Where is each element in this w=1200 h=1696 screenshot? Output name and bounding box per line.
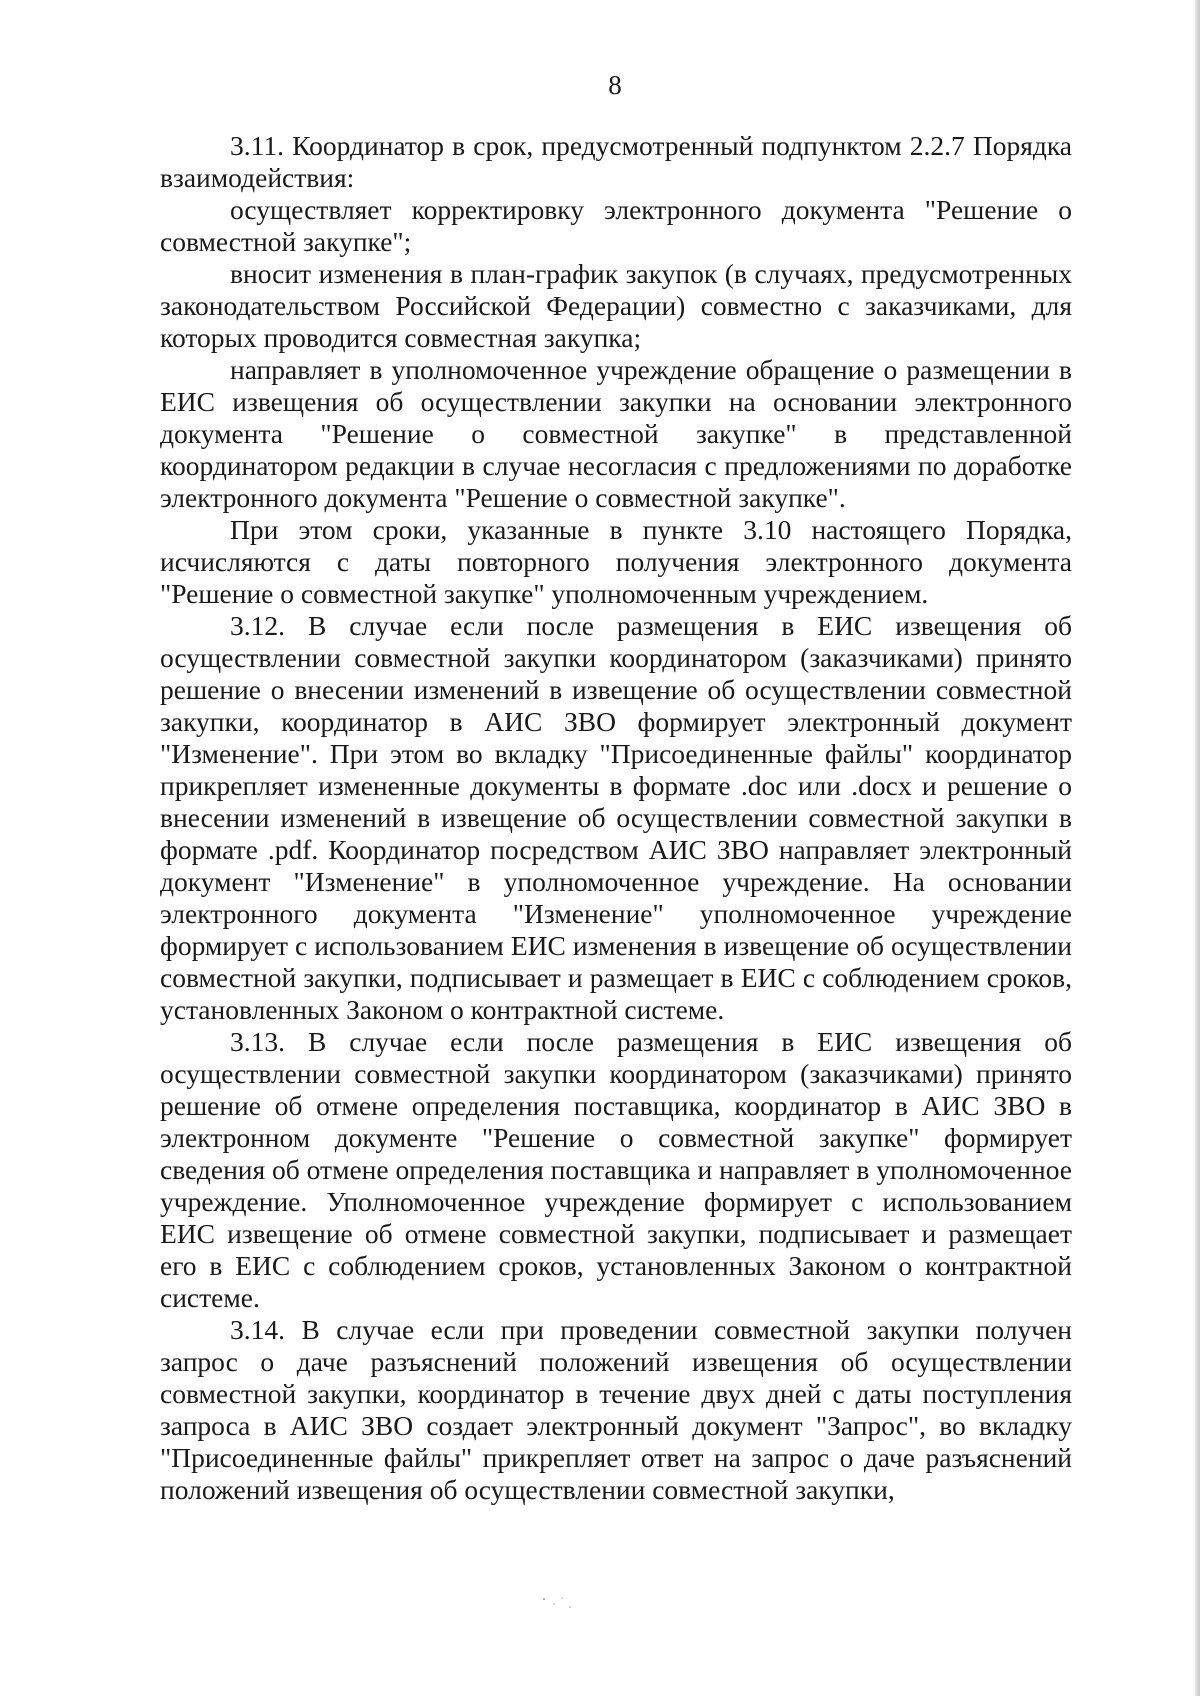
scan-specks [540,1595,580,1611]
page-number: 8 [608,70,622,100]
paragraph-3-14: 3.14. В случае если при проведении совместной закупки получен запрос о даче разъяснений положений извещения об осуществлении совместной закупки, координатор в течение двух дней с даты поступления запроса в АИС ЗВО создает электронный документ "Запрос", во вкладку "Присоединенные файлы" прикрепляет ответ на запрос о даче разъяснений положений извещения об осуществлении совместной закупки, [160,1314,1072,1505]
paragraph-request-placement: направляет в уполномоченное учреждение обращение о размещении в ЕИС извещения об осуществлении закупки на основании электронного документа "Решение о совместной закупке" в представленной координатором редакции в случае несогласия с предложениями по доработке электронного документа "Решение о совместной закупке". [160,354,1072,513]
paragraph-deadlines: При этом сроки, указанные в пункте 3.10 настоящего Порядка, исчисляются с даты повторного получения электронного документа "Решение о совместной закупке" уполномоченным учреждением. [160,514,1072,609]
paragraph-3-12: 3.12. В случае если после размещения в ЕИС извещения об осуществлении совместной закупки координатором (заказчиками) принято решение о внесении изменений в извещение об осуществлении совместной закупки, координатор в АИС ЗВО формирует электронный документ "Изменение". При этом во вкладку "Присоединенные файлы" координатор прикрепляет измененные документы в формате .doc или .docx и решение о внесении изменений в извещение об осуществлении совместной закупки в формате .pdf. Координатор посредством АИС ЗВО направляет электронный документ "Изменение" в уполномоченное учреждение. На основании электронного документа "Изменение" уполномоченное учреждение формирует с использованием ЕИС изменения в извещение об осуществлении совместной закупки, подписывает и размещает в ЕИС с соблюдением сроков, установленных Законом о контрактной системе. [160,610,1072,1025]
paragraph-3-11-intro: 3.11. Координатор в срок, предусмотренный подпунктом 2.2.7 Порядка взаимодействия: [160,130,1072,193]
paragraph-correction: осуществляет корректировку электронного документа "Решение о совместной закупке"; [160,194,1072,257]
paragraph-3-13: 3.13. В случае если после размещения в ЕИС извещения об осуществлении совместной закупки координатором (заказчиками) принято решение об отмене определения поставщика, координатор в АИС ЗВО в электронном документе "Решение о совместной закупке" формирует сведения об отмене определения поставщика и направляет в уполномоченное учреждение. Уполномоченное учреждение формирует с использованием ЕИС извещение об отмене совместной закупки, подписывает и размещает его в ЕИС с соблюдением сроков, установленных Законом о контрактной системе. [160,1026,1072,1313]
paragraph-plan-changes: вносит изменения в план-график закупок (в случаях, предусмотренных законодательством Российской Федерации) совместно с заказчиками, для которых проводится совместная закупка; [160,258,1072,353]
scan-edge-shadow [1195,0,1200,1696]
document-body [160,130,1072,1506]
